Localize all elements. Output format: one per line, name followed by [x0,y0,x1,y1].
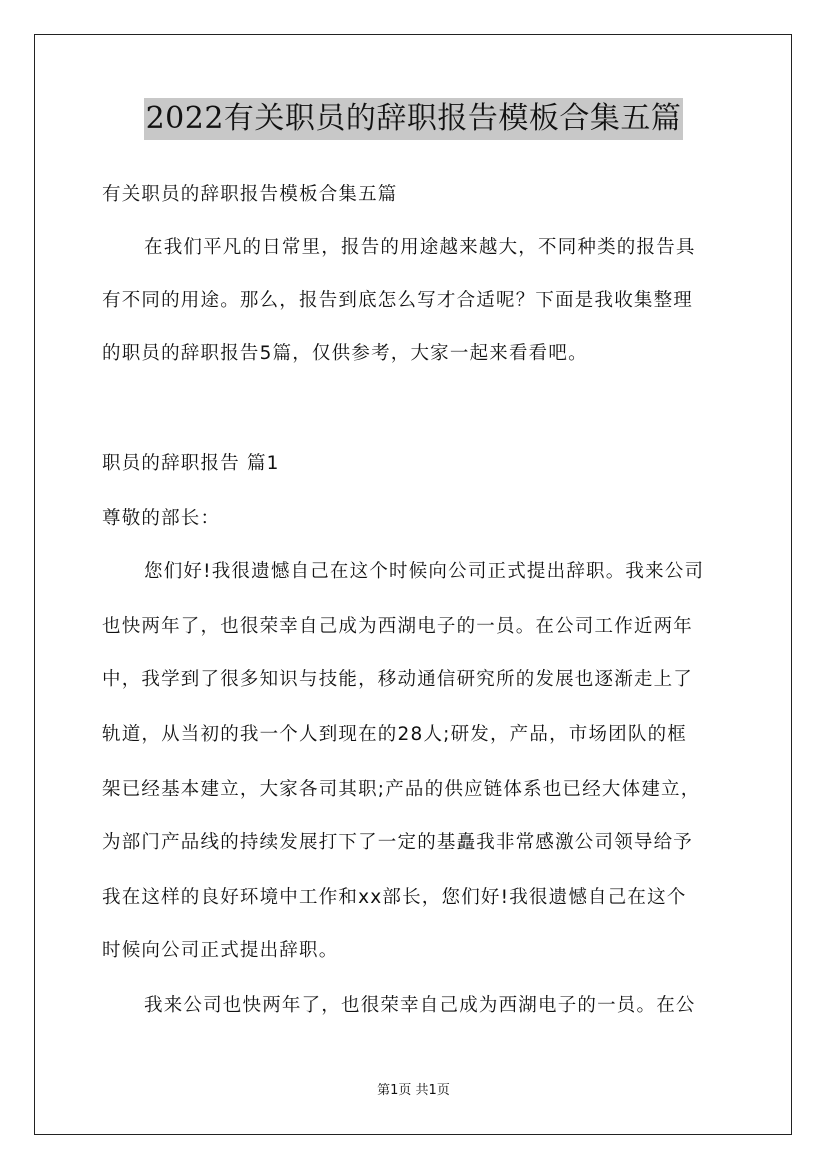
paragraph-line: 也快两年了，也很荣幸自己成为西湖电子的一员。在公司工作近两年 [102,616,694,637]
paragraph-line: 时候向公司正式提出辞职。 [102,940,339,961]
subtitle-line: 有关职员的辞职报告模板合集五篇 [102,184,398,205]
paragraph-line: 您们好!我很遗憾自己在这个时候向公司正式提出辞职。我来公司 [144,561,705,582]
title-container [0,98,827,140]
paragraph-line: 的职员的辞职报告5篇，仅供参考，大家一起来看看吧。 [102,343,588,364]
paragraph-line: 轨道，从当初的我一个人到现在的28人;研发，产品，市场团队的框 [102,724,687,745]
section-heading: 职员的辞职报告 篇1 [102,453,280,474]
paragraph-line: 中，我学到了很多知识与技能，移动通信研究所的发展也逐渐走上了 [102,669,694,690]
page-footer: 第1页 共1页 [377,1083,450,1098]
document-title: 2022有关职员的辞职报告模板合集五篇 [144,98,684,140]
paragraph-line: 我来公司也快两年了，也很荣幸自己成为西湖电子的一员。在公 [144,995,696,1016]
paragraph-line: 为部门产品线的持续发展打下了一定的基矗我非常感激公司领导给予 [102,832,694,853]
salutation: 尊敬的部长： [102,508,221,529]
paragraph-line: 有不同的用途。那么，报告到底怎么写才合适呢？下面是我收集整理 [102,290,694,311]
paragraph-line: 在我们平凡的日常里，报告的用途越来越大，不同种类的报告具 [144,237,696,258]
paragraph-line: 架已经基本建立，大家各司其职;产品的供应链体系也已经大体建立， [102,779,701,800]
paragraph-line: 我在这样的良好环境中工作和xx部长，您们好!我很遗憾自己在这个 [102,887,687,908]
